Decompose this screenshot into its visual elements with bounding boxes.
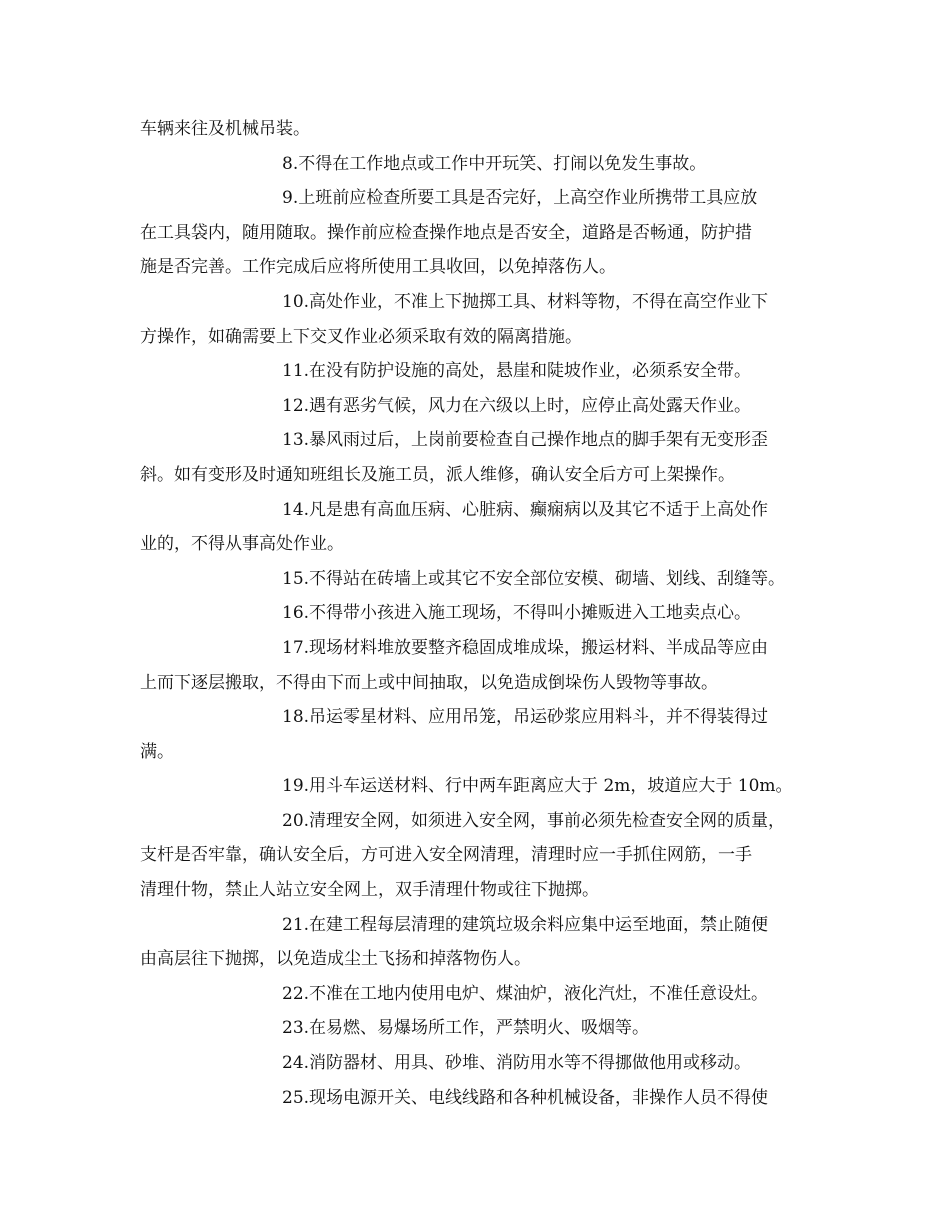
- text-line: 18.吊运零星材料、应用吊笼，吊运砂浆应用料斗，并不得装得过: [282, 707, 769, 728]
- text-line: 支杆是否牢靠，确认安全后，方可进入安全网清理，清理时应一手抓住网筋，一手: [140, 845, 752, 866]
- text-line: 车辆来往及机械吊装。: [140, 119, 310, 139]
- text-line: 25.现场电源开关、电线线路和各种机械设备，非操作人员不得使: [282, 1087, 769, 1108]
- text-line: 清理什物，禁止人站立安全网上，双手清理什物或往下抛掷。: [140, 880, 599, 901]
- document-body: [140, 112, 820, 1115]
- text-line: 9.上班前应检查所要工具是否完好，上高空作业所携带工具应放: [282, 188, 758, 209]
- text-line: 在工具袋内，随用随取。操作前应检查操作地点是否安全，道路是否畅通，防护措: [140, 222, 752, 243]
- text-line: 19.用斗车运送材料、行中两车距离应大于 2m，坡道应大于 10m。: [282, 776, 793, 797]
- text-line: 23.在易燃、易爆场所工作，严禁明火、吸烟等。: [282, 1018, 650, 1039]
- text-line: 8.不得在工作地点或工作中开玩笑、打闹以免发生事故。: [282, 153, 707, 174]
- text-line: 由高层往下抛掷，以免造成尘土飞扬和掉落物伤人。: [140, 949, 531, 970]
- text-line: 施是否完善。工作完成后应将所使用工具收回，以免掉落伤人。: [140, 257, 616, 278]
- text-line: 13.暴风雨过后，上岗前要检查自己操作地点的脚手架有无变形歪: [282, 430, 769, 451]
- text-line: 10.高处作业，不准上下抛掷工具、材料等物，不得在高空作业下: [282, 291, 769, 312]
- text-line: 12.遇有恶劣气候，风力在六级以上时，应停止高处露天作业。: [282, 395, 752, 416]
- text-line: 上而下逐层搬取，不得由下而上或中间抽取，以免造成倒垛伤人毁物等事故。: [140, 672, 718, 693]
- text-line: 17.现场材料堆放要整齐稳固成堆成垛，搬运材料、半成品等应由: [282, 637, 769, 658]
- text-line: 16.不得带小孩进入施工现场，不得叫小摊贩进入工地卖点心。: [282, 603, 752, 624]
- text-line: 20.清理安全网，如须进入安全网，事前必须先检查安全网的质量，: [282, 810, 786, 831]
- text-line: 11.在没有防护设施的高处，悬崖和陡坡作业，必须系安全带。: [282, 361, 752, 382]
- text-line: 24.消防器材、用具、砂堆、消防用水等不得挪做他用或移动。: [282, 1053, 752, 1074]
- text-line: 业的，不得从事高处作业。: [140, 534, 344, 555]
- text-line: 满。: [140, 741, 174, 762]
- text-line: 方操作，如确需要上下交叉作业必须采取有效的隔离措施。: [140, 326, 582, 347]
- text-line: 21.在建工程每层清理的建筑垃圾余料应集中运至地面，禁止随便: [282, 914, 769, 935]
- text-line: 22.不准在工地内使用电炉、煤油炉，液化汽灶，不准任意设灶。: [282, 983, 769, 1004]
- text-line: 14.凡是患有高血压病、心脏病、癫痫病以及其它不适于上高处作: [282, 499, 769, 520]
- text-line: 斜。如有变形及时通知班组长及施工员，派人维修，确认安全后方可上架操作。: [140, 464, 735, 485]
- text-line: 15.不得站在砖墙上或其它不安全部位安模、砌墙、划线、刮缝等。: [282, 568, 786, 589]
